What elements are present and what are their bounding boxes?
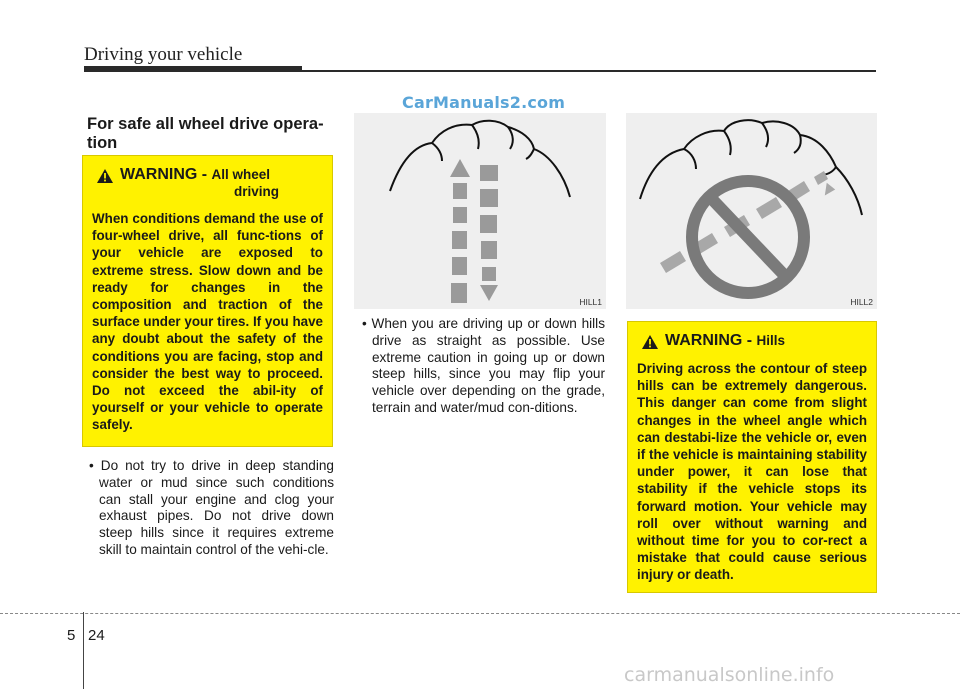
- hill-straight-illustration: [354, 113, 606, 309]
- header-rule: [302, 70, 876, 72]
- figure-hill2: [626, 113, 877, 309]
- figure-label: HILL2: [850, 297, 873, 307]
- figure-hill1: [354, 113, 606, 309]
- hill-diagonal-prohibited-illustration: [626, 113, 877, 309]
- bullet-deep-water: • Do not try to drive in deep standing water or mud since such conditions can stall your engine and clog your exhaust pipes. Do not drive down steep hills since it requires extreme skill to maintain control of the vehi-cle.: [89, 458, 334, 557]
- warning-subtitle: Hills: [756, 333, 786, 348]
- warning-box-hills: [627, 321, 877, 593]
- warning-header: [637, 332, 867, 350]
- page-section-number: 5: [67, 627, 76, 644]
- warning-box-awd: [82, 155, 333, 447]
- warning-subtitle: All wheel: [211, 167, 271, 182]
- watermark-top[interactable]: CarManuals2.com: [402, 93, 566, 112]
- warning-triangle-icon: [96, 168, 114, 184]
- warning-label: WARNING -: [665, 332, 757, 349]
- figure-label: HILL1: [579, 297, 602, 307]
- page-dashed-rule: [0, 613, 960, 614]
- warning-header: [92, 166, 323, 200]
- warning-body: Driving across the contour of steep hills can be extremely dangerous. This danger can come from slight changes in the wheel angle which can destabi-lize the vehicle or, even if the vehicle is maintaining stability under power, it can lose that stability if the vehicle stops its forward motion. Your vehicle may roll over without warning and without time for you to cor-rect a mistake that could cause serious injury or death.: [637, 361, 867, 583]
- section-heading: For safe all wheel drive opera-tion: [87, 115, 324, 152]
- watermark-bottom[interactable]: carmanualsonline.info: [624, 664, 835, 686]
- bullet-drive-straight: • When you are driving up or down hills drive as straight as possible. Use extreme caution in going up or down steep hills, since you may flip your vehicle over depending on the grade, terrain and water/mud con-ditions.: [362, 316, 605, 415]
- warning-triangle-icon: [641, 334, 659, 350]
- page-number: 24: [88, 627, 105, 644]
- header-bar: [84, 66, 302, 72]
- bullet-text: Do not try to drive in deep standing water or mud since such conditions can stall your engine and clog your exhaust pipes. Do not drive down steep hills since it requires extreme skill to maintain control of the vehi-cle.: [99, 458, 334, 557]
- bullet-text: When you are driving up or down hills drive as straight as possible. Use extreme caution in going up or down steep hills, since you may flip your vehicle over depending on the grade, terrain and water/mud con-ditions.: [371, 316, 605, 415]
- header-title: Driving your vehicle: [84, 44, 243, 65]
- page-vertical-rule: [83, 612, 84, 689]
- warning-subtitle-cont: driving: [234, 184, 280, 199]
- warning-body: When conditions demand the use of four-wheel drive, all func-tions of your vehicle are exposed to extreme stress. Slow down and be ready for changes in the composition and traction of the surface under your tires. If you have any doubt about the safety of the conditions you are facing, stop and consider the best way to proceed. Do not exceed the abil-ity of yourself or your vehicle to operate safely.: [92, 211, 323, 433]
- warning-label: WARNING -: [120, 166, 212, 183]
